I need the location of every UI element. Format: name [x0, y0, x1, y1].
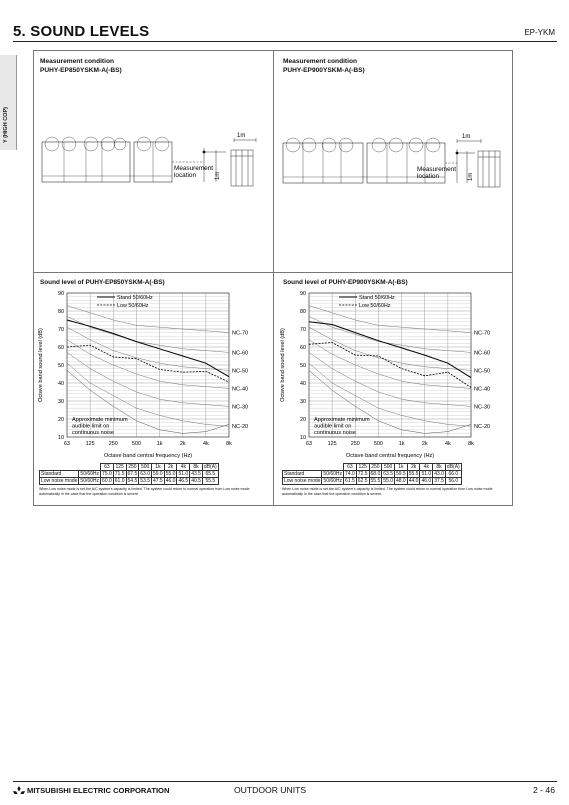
y-axis-label: Octave band sound level (dB) — [38, 328, 44, 402]
x-tick-label: 1k — [398, 441, 405, 447]
table-header: 125 — [113, 464, 126, 471]
annotation-text: Approximate minimum — [314, 417, 370, 423]
nc-label: NC-60 — [474, 350, 491, 357]
x-tick-label: 2k — [179, 441, 186, 447]
table-header-row — [40, 464, 219, 471]
nc-label: NC-20 — [474, 424, 491, 431]
table-header: 1k — [151, 464, 164, 471]
y-tick-label: 60 — [300, 345, 306, 351]
title-rule — [13, 41, 557, 42]
sound-level-chart-left — [33, 285, 273, 461]
table-cell: 74.0 — [345, 471, 355, 477]
table-cell: 54.5 — [127, 478, 138, 484]
row-label: Low noise mode — [284, 478, 321, 484]
table-row — [283, 471, 462, 478]
y-tick-label: 70 — [58, 327, 64, 333]
table-cell: 48.0 — [395, 478, 406, 484]
condition-label: Measurement condition — [40, 58, 115, 65]
table-cell: 67.5 — [127, 471, 138, 477]
table-cell: 63.5 — [383, 471, 393, 477]
x-tick-label: 500 — [131, 441, 141, 447]
table-header: 2k — [164, 464, 177, 471]
y-tick-label: 50 — [58, 363, 64, 369]
x-tick-label: 125 — [327, 441, 337, 447]
y-tick-label: 60 — [58, 345, 64, 351]
location-label: location — [417, 173, 440, 180]
series-line — [67, 320, 229, 377]
legend-label: Low 50/60Hz — [117, 303, 149, 309]
model-code: EP-YKM — [524, 28, 555, 37]
x-tick-label: 500 — [373, 441, 383, 447]
location-label: Measurement — [174, 165, 214, 172]
table-cell: 46.0 — [421, 478, 432, 484]
nc-label: NC-50 — [474, 368, 491, 375]
page-number: 2 - 46 — [533, 785, 555, 795]
table-header-row — [283, 464, 462, 471]
row-divider — [33, 272, 512, 273]
x-tick-label: 63 — [64, 441, 70, 447]
right-measurement-diagram — [279, 131, 511, 193]
y-tick-label: 90 — [58, 291, 64, 297]
x-tick-label: 63 — [306, 441, 312, 447]
nc-label: NC-50 — [232, 368, 249, 375]
y-tick-label: 40 — [300, 381, 306, 387]
y-tick-label: 40 — [58, 381, 64, 387]
measurement-point — [203, 151, 206, 154]
company-name: MITSUBISHI ELECTRIC CORPORATION — [27, 786, 170, 795]
x-tick-label: 8k — [468, 441, 474, 447]
model-name: PUHY-EP850YSKM-A(-BS) — [40, 67, 122, 74]
low-noise-note: When Low noise mode is set,the A/C system's capacity is limited. The system could return to normal operation from Low noise mode automatically in the case that the operation condition is severe. — [39, 487, 250, 496]
table-cell: 40.5 — [191, 478, 201, 484]
location-label: location — [174, 172, 197, 179]
right-measurement-header — [283, 57, 365, 75]
row-freq: 50/60Hz — [80, 478, 100, 484]
y-tick-label: 80 — [58, 309, 64, 315]
table-row — [40, 478, 219, 485]
nc-curve — [309, 327, 471, 370]
nc-label: NC-30 — [474, 404, 491, 411]
y-tick-label: 90 — [300, 291, 306, 297]
sound-table-left — [39, 463, 219, 485]
table-cell: 47.5 — [152, 478, 163, 484]
legend-label: Stand 50/60Hz — [117, 295, 153, 301]
dim-h: 1m — [237, 133, 246, 139]
row-label: Low noise mode — [41, 478, 78, 484]
column-divider — [273, 50, 274, 506]
table-cell: 55.5 — [408, 471, 419, 477]
low-noise-note: When Low noise mode is set,the A/C system's capacity is limited. The system could return to normal operation from Low noise mode automatically in the case that the operation condition is severe. — [282, 487, 493, 496]
nc-label: NC-70 — [474, 330, 491, 337]
x-tick-label: 4k — [445, 441, 451, 447]
condition-label: Measurement condition — [283, 58, 358, 65]
table-cell: 37.5 — [434, 478, 444, 484]
sound-level-chart-right — [275, 285, 515, 461]
chart-title: Sound level of PUHY-EP900YSKM-A(-BS) — [283, 279, 408, 286]
y-tick-label: 10 — [58, 435, 64, 441]
row-freq: 50/60Hz — [323, 478, 343, 484]
table-header: 4k — [420, 464, 433, 471]
x-axis-label: Octave band central frequency (Hz) — [345, 453, 435, 459]
chart-title: Sound level of PUHY-EP850YSKM-A(-BS) — [40, 279, 165, 286]
table-cell: 51.0 — [421, 471, 432, 477]
table-header: 63 — [344, 464, 357, 471]
annotation-text: continuous noise — [72, 430, 114, 437]
dim-v: 1m — [468, 172, 474, 181]
table-cell: 59.0 — [152, 471, 163, 477]
mitsubishi-logo-icon — [13, 786, 25, 796]
y-tick-label: 80 — [300, 309, 306, 315]
dim-h: 1m — [462, 134, 471, 140]
table-cell: 68.0 — [370, 471, 381, 477]
annotation-text: Approximate minimum — [72, 417, 128, 423]
table-cell: 59.5 — [395, 471, 406, 477]
table-cell: 44.0 — [408, 478, 419, 484]
table-header: 125 — [356, 464, 369, 471]
y-tick-label: 30 — [58, 399, 64, 405]
x-tick-label: 250 — [108, 441, 118, 447]
nc-label: NC-20 — [232, 424, 249, 431]
y-tick-label: 20 — [58, 417, 64, 423]
table-cell: 55.0 — [165, 471, 176, 477]
table-cell: 53.5 — [140, 478, 150, 484]
measurement-point — [456, 152, 459, 155]
annotation-text: audible limit on — [72, 423, 110, 430]
footer-rule — [13, 781, 557, 782]
y-tick-label: 10 — [300, 435, 306, 441]
table-cell: 43.0 — [434, 471, 444, 477]
x-tick-label: 250 — [350, 441, 360, 447]
table-cell: 65.5 — [202, 471, 218, 478]
row-label: Standard — [40, 471, 79, 478]
table-cell: 56.0 — [445, 478, 461, 485]
model-name: PUHY-EP900YSKM-A(-BS) — [283, 67, 365, 74]
table-header: 63 — [101, 464, 114, 471]
table-header: 500 — [382, 464, 395, 471]
table-cell: 60.0 — [102, 478, 112, 484]
y-tick-label: 50 — [300, 363, 306, 369]
table-cell: 46.5 — [178, 478, 189, 484]
location-label: Measurement — [417, 166, 457, 173]
x-tick-label: 125 — [85, 441, 95, 447]
table-cell: 66.0 — [445, 471, 461, 478]
dim-v: 1m — [215, 171, 221, 180]
side-tab[interactable] — [0, 55, 17, 150]
table-cell: 75.0 — [102, 471, 112, 477]
table-cell: 43.5 — [191, 471, 201, 477]
table-cell: 55.5 — [202, 478, 218, 485]
left-measurement-diagram — [36, 130, 268, 192]
nc-label: NC-40 — [232, 386, 249, 393]
nc-label: NC-70 — [232, 330, 249, 337]
annotation-text: audible limit on — [314, 423, 352, 430]
table-header: 4k — [177, 464, 190, 471]
table-cell: 46.0 — [165, 478, 176, 484]
nc-label: NC-30 — [232, 404, 249, 411]
table-header: 8k — [433, 464, 446, 471]
table-cell: 55.0 — [383, 478, 393, 484]
row-label: Standard — [283, 471, 322, 478]
annotation-text: continuous noise — [314, 430, 356, 437]
y-tick-label: 30 — [300, 399, 306, 405]
x-axis-label: Octave band central frequency (Hz) — [103, 453, 193, 459]
side-tab-label: Y (HIGH COP) — [3, 107, 9, 143]
table-cell: 63.0 — [140, 471, 150, 477]
table-header: 500 — [139, 464, 152, 471]
table-header: dB(A) — [203, 464, 217, 470]
nc-label: NC-60 — [232, 350, 249, 357]
y-axis-label: Octave band sound level (dB) — [280, 328, 286, 402]
section-name: OUTDOOR UNITS — [234, 785, 307, 795]
table-cell: 61.5 — [345, 478, 355, 484]
legend-label: Stand 50/60Hz — [359, 295, 395, 301]
table-cell: 55.5 — [370, 478, 381, 484]
y-tick-label: 70 — [300, 327, 306, 333]
left-measurement-header — [40, 57, 122, 75]
table-header: dB(A) — [446, 464, 460, 470]
sound-table-right — [282, 463, 462, 485]
x-tick-label: 4k — [203, 441, 209, 447]
row-freq: 50/60Hz — [80, 471, 100, 477]
y-tick-label: 20 — [300, 417, 306, 423]
x-tick-label: 2k — [421, 441, 428, 447]
row-freq: 50/60Hz — [323, 471, 343, 477]
table-row — [283, 478, 462, 485]
nc-label: NC-40 — [474, 386, 491, 393]
table-header: 8k — [190, 464, 203, 471]
legend-label: Low 50/60Hz — [359, 303, 391, 309]
nc-curve — [67, 306, 229, 333]
table-row — [40, 471, 219, 478]
table-cell: 72.5 — [357, 471, 368, 477]
table-cell: 61.0 — [114, 478, 125, 484]
table-cell: 51.0 — [178, 471, 189, 477]
table-header: 250 — [126, 464, 139, 471]
table-cell: 71.5 — [114, 471, 125, 477]
page-title: 5. SOUND LEVELS — [13, 23, 150, 40]
table-header: 2k — [407, 464, 420, 471]
x-tick-label: 8k — [226, 441, 232, 447]
x-tick-label: 1k — [156, 441, 163, 447]
nc-curve — [309, 306, 471, 333]
table-header: 1k — [394, 464, 407, 471]
table-header: 250 — [369, 464, 382, 471]
table-cell: 62.5 — [357, 478, 368, 484]
outdoor-unit-row — [42, 137, 172, 182]
